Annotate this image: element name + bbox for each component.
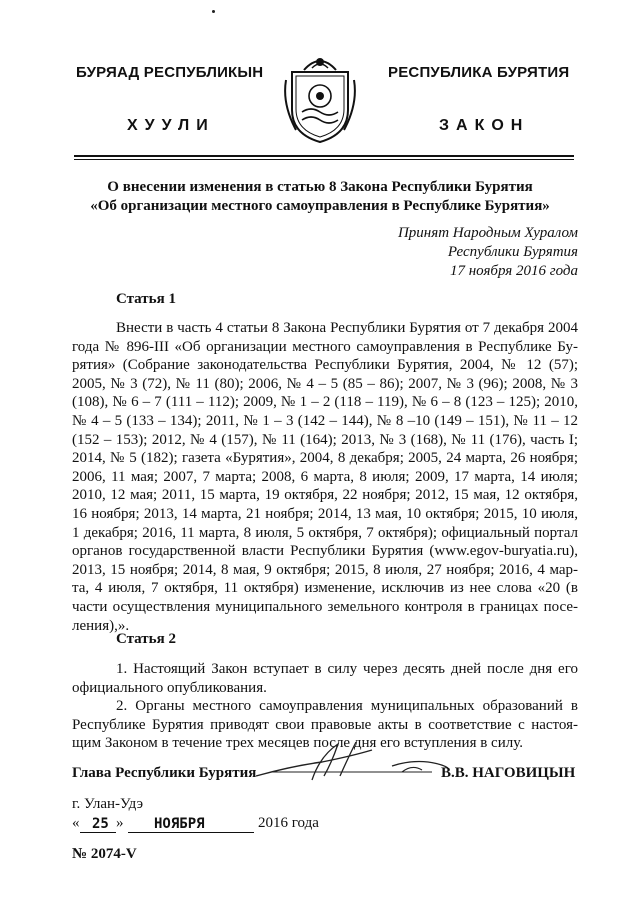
adoption-note <box>340 224 578 281</box>
scan-speck <box>212 10 215 13</box>
law-number: № 2074-V <box>72 846 137 862</box>
handwritten-signature <box>252 736 452 784</box>
law-title-line2: «Об организации местного самоуправления в Республике Бурятия» <box>90 198 550 214</box>
article1-line: органов государственной власти Республики Бурятия (www.egov-buryatia.ru), <box>72 543 578 560</box>
article1-line: 2005, № 3 (72), № 11 (80); 2006, № 4 – 5 (85 – 86); 2007, № 3 (96); 2008, № 3 <box>72 375 578 392</box>
footer-date-line <box>72 815 372 837</box>
article1-line: рятия» (Собрание законодательства Республики Бурятия, 2004, № 12 (57); <box>72 357 578 374</box>
signature-position: Глава Республики Бурятия <box>72 765 257 781</box>
article1-heading: Статья 1 <box>116 291 176 307</box>
date-close-quote: » <box>116 815 124 831</box>
date-day: 25 <box>92 816 109 832</box>
law-title <box>80 178 560 216</box>
article1-line: части осуществления муниципального земельного контроля в границах посе- <box>72 598 578 615</box>
adoption-line3: 17 ноября 2016 года <box>449 263 578 279</box>
article2-line: официального опубликования. <box>72 679 267 696</box>
article1-line: 16 ноября; 2013, 14 марта, 21 ноября; 2014, 13 мая, 10 октября; 2015, 10 июля, <box>72 505 578 522</box>
article2-line: Республике Бурятия приводят свои правовые акты в соответствие с настоя- <box>72 716 578 733</box>
date-year: 2016 года <box>258 815 319 831</box>
law-title-line1: О внесении изменения в статью 8 Закона Республики Бурятия <box>107 179 533 195</box>
article2-line: 1. Настоящий Закон вступает в силу через десять дней после дня его <box>116 661 578 677</box>
date-month: НОЯБРЯ <box>154 816 205 832</box>
header-left-word: ХУУЛИ <box>127 117 215 134</box>
article1-line: 2014, № 5 (182); газета «Бурятия», 2004, 8 декабря; 2005, 24 марта, 26 ноября; <box>72 450 578 467</box>
date-underline-day <box>80 832 116 833</box>
footer-city: г. Улан-Удэ <box>72 796 144 812</box>
adoption-line1: Принят Народным Хуралом <box>397 225 578 241</box>
article1-line: та, 4 июля, 7 октября, 11 октября) изменение, исключив из нее слова «20 (в <box>72 580 578 597</box>
header-right-title: РЕСПУБЛИКА БУРЯТИЯ <box>388 64 570 81</box>
article1-line: 2006, 11 мая; 2007, 7 марта; 2008, 6 марта, 8 июля; 2009, 17 марта, 14 июля; <box>72 468 578 485</box>
header-right-word: ЗАКОН <box>439 117 530 134</box>
header-left-title: БУРЯАД РЕСПУБЛИКЫН <box>76 64 264 81</box>
date-underline-month <box>128 832 254 833</box>
header-rule-thin <box>74 159 574 160</box>
article1-line: (108), № 6 – 7 (111 – 112); 2009, № 1 – 2 (118 – 119), № 6 – 8 (123 – 125); 2010, <box>72 394 578 411</box>
article2-line: щим Законом в течение трех месяцев после дня его вступления в силу. <box>72 735 523 752</box>
article1-body <box>72 319 578 635</box>
article1-line: 2013, 15 ноября; 2014, 8 мая, 9 октября; 2015, 8 июля, 27 ноября; 2016, 4 мар- <box>72 561 578 578</box>
article1-line: 1 декабря; 2016, 11 марта, 8 июля, 5 октября, 7 октября); официальный портал <box>72 524 578 541</box>
article1-line: года № 896-III «Об организации местного самоуправления в Республике Бу- <box>72 338 578 355</box>
date-open-quote: « <box>72 815 80 831</box>
article2-line: 2. Органы местного самоуправления муниципальных образований в <box>116 698 578 715</box>
article1-line: 2010, 12 мая; 2011, 15 марта, 19 октября, 22 ноября; 2012, 15 мая, 12 октября, <box>72 487 578 504</box>
signature-name: В.В. НАГОВИЦЫН <box>441 765 576 781</box>
article1-line: ления),». <box>72 617 130 634</box>
coat-of-arms-emblem <box>282 50 358 146</box>
article1-line: № 4 – 5 (133 – 134); 2011, № 1 – 3 (142 – 144), № 8 –10 (149 – 151), № 11 – 12 <box>72 412 578 429</box>
adoption-line2: Республики Бурятия <box>447 244 578 260</box>
article2-heading: Статья 2 <box>116 631 176 647</box>
article1-line: (152 – 153); 2012, № 4 (157), № 11 (164); 2013, № 3 (168), № 11 (176), часть I; <box>72 431 578 448</box>
header-rule-thick <box>74 155 574 157</box>
article1-line: Внести в часть 4 статьи 8 Закона Республики Бурятия от 7 декабря 2004 <box>116 320 578 336</box>
